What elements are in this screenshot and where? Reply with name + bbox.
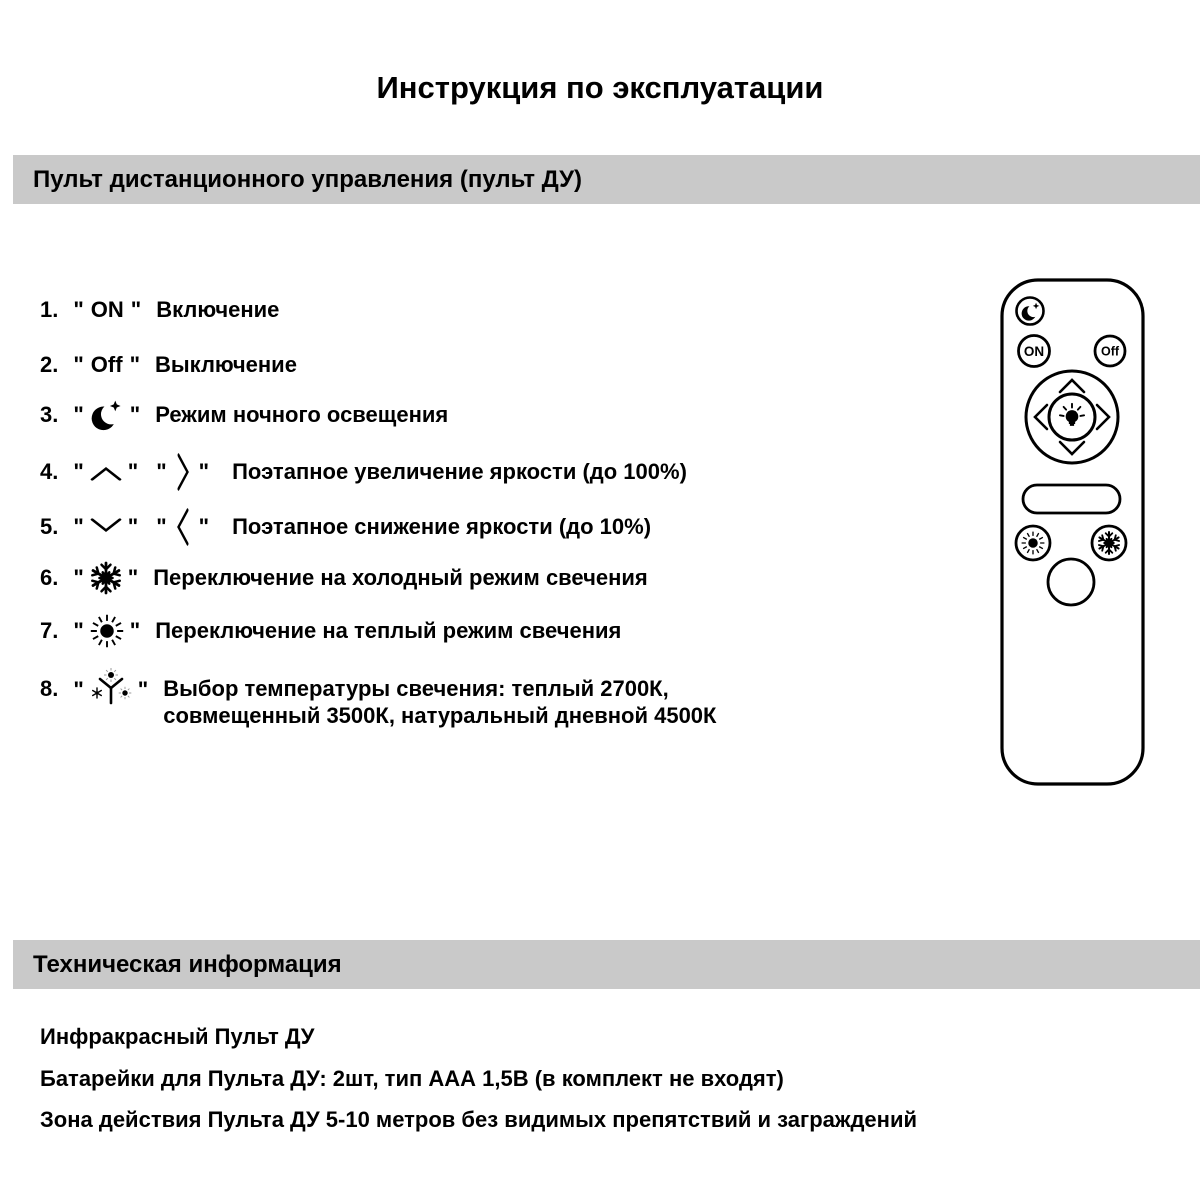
symbol-group bbox=[68, 668, 153, 712]
quote-mark: " bbox=[127, 514, 139, 539]
list-item-brightness-up bbox=[40, 452, 687, 492]
off-symbol: Off bbox=[90, 352, 123, 377]
quote-mark: " bbox=[129, 402, 141, 427]
item-text: Поэтапное снижение яркости (до 10%) bbox=[232, 514, 652, 539]
chevron-up-icon bbox=[89, 461, 123, 483]
quote-mark: " bbox=[156, 459, 167, 484]
off-button-label: Off bbox=[1100, 344, 1120, 359]
quote-mark: " bbox=[137, 677, 149, 702]
item-number: 3. bbox=[40, 402, 59, 427]
item-number: 6. bbox=[40, 565, 59, 590]
list-item-warm-mode bbox=[40, 613, 621, 649]
chevron-right-icon bbox=[172, 452, 194, 492]
item-text-line1: Выбор температуры свечения: теплый 2700К, bbox=[163, 676, 669, 701]
tech-info-line: Батарейки для Пульта ДУ: 2шт, тип ААА 1,5В (в комплект не входят) bbox=[40, 1065, 784, 1091]
item-text: Включение bbox=[156, 297, 280, 322]
section-header-tech-label: Техническая информация bbox=[33, 950, 342, 978]
list-item-color-temperature bbox=[40, 668, 716, 729]
list-item-on bbox=[40, 297, 279, 323]
quote-mark: " bbox=[127, 565, 139, 590]
remote-control-drawing bbox=[1000, 278, 1145, 786]
quote-mark: " bbox=[156, 514, 167, 539]
snowflake-icon bbox=[89, 561, 123, 595]
quote-mark: " bbox=[73, 402, 84, 427]
item-text: Поэтапное увеличение яркости (до 100%) bbox=[232, 459, 687, 484]
chevron-left-icon bbox=[172, 507, 194, 547]
chevron-down-icon bbox=[89, 516, 123, 538]
quote-mark: " bbox=[130, 297, 142, 322]
section-header-remote bbox=[13, 155, 1200, 204]
color-temperature-icon bbox=[89, 668, 133, 712]
list-item-brightness-down bbox=[40, 507, 651, 547]
quote-mark: " bbox=[129, 352, 140, 377]
item-text: Режим ночного освещения bbox=[155, 402, 449, 427]
list-item-cold-mode bbox=[40, 561, 648, 595]
item-number: 5. bbox=[40, 514, 59, 539]
quote-mark: " bbox=[73, 352, 84, 377]
quote-mark: " bbox=[73, 618, 84, 643]
item-number: 7. bbox=[40, 618, 59, 643]
item-text: Переключение на холодный режим свечения bbox=[153, 565, 648, 590]
item-number: 8. bbox=[40, 676, 59, 701]
item-text-block bbox=[163, 668, 716, 729]
quote-mark: " bbox=[73, 565, 84, 590]
sun-icon bbox=[89, 613, 125, 649]
item-number: 1. bbox=[40, 297, 59, 322]
tech-info-line: Зона действия Пульта ДУ 5-10 метров без видимых препятствий и заграждений bbox=[40, 1107, 918, 1132]
page-title: Инструкция по эксплуатации bbox=[376, 70, 824, 105]
remote-control-illustration bbox=[1000, 278, 1145, 786]
quote-mark: " bbox=[73, 514, 84, 539]
quote-mark: " bbox=[73, 677, 84, 702]
tech-info bbox=[40, 1016, 917, 1141]
item-text: Выключение bbox=[155, 352, 297, 377]
item-text-line2: совмещенный 3500К, натуральный дневной 4500К bbox=[163, 703, 717, 728]
tech-info-line: Инфракрасный Пульт ДУ bbox=[40, 1024, 315, 1049]
list-item-off bbox=[40, 352, 297, 378]
section-header-tech bbox=[13, 940, 1200, 989]
item-number: 4. bbox=[40, 459, 59, 484]
item-text: Переключение на теплый режим свечения bbox=[155, 618, 622, 643]
item-number: 2. bbox=[40, 352, 59, 377]
on-symbol: ON bbox=[90, 297, 124, 322]
list-item-night-mode bbox=[40, 398, 448, 432]
moon-star-icon bbox=[89, 398, 125, 432]
section-header-remote-label: Пульт дистанционного управления (пульт ДУ) bbox=[33, 165, 582, 193]
quote-mark: " bbox=[127, 459, 139, 484]
on-button-label: ON bbox=[1023, 344, 1045, 359]
quote-mark: " bbox=[198, 514, 210, 539]
quote-mark: " bbox=[198, 459, 210, 484]
quote-mark: " bbox=[73, 297, 84, 322]
quote-mark: " bbox=[129, 618, 141, 643]
quote-mark: " bbox=[73, 459, 84, 484]
